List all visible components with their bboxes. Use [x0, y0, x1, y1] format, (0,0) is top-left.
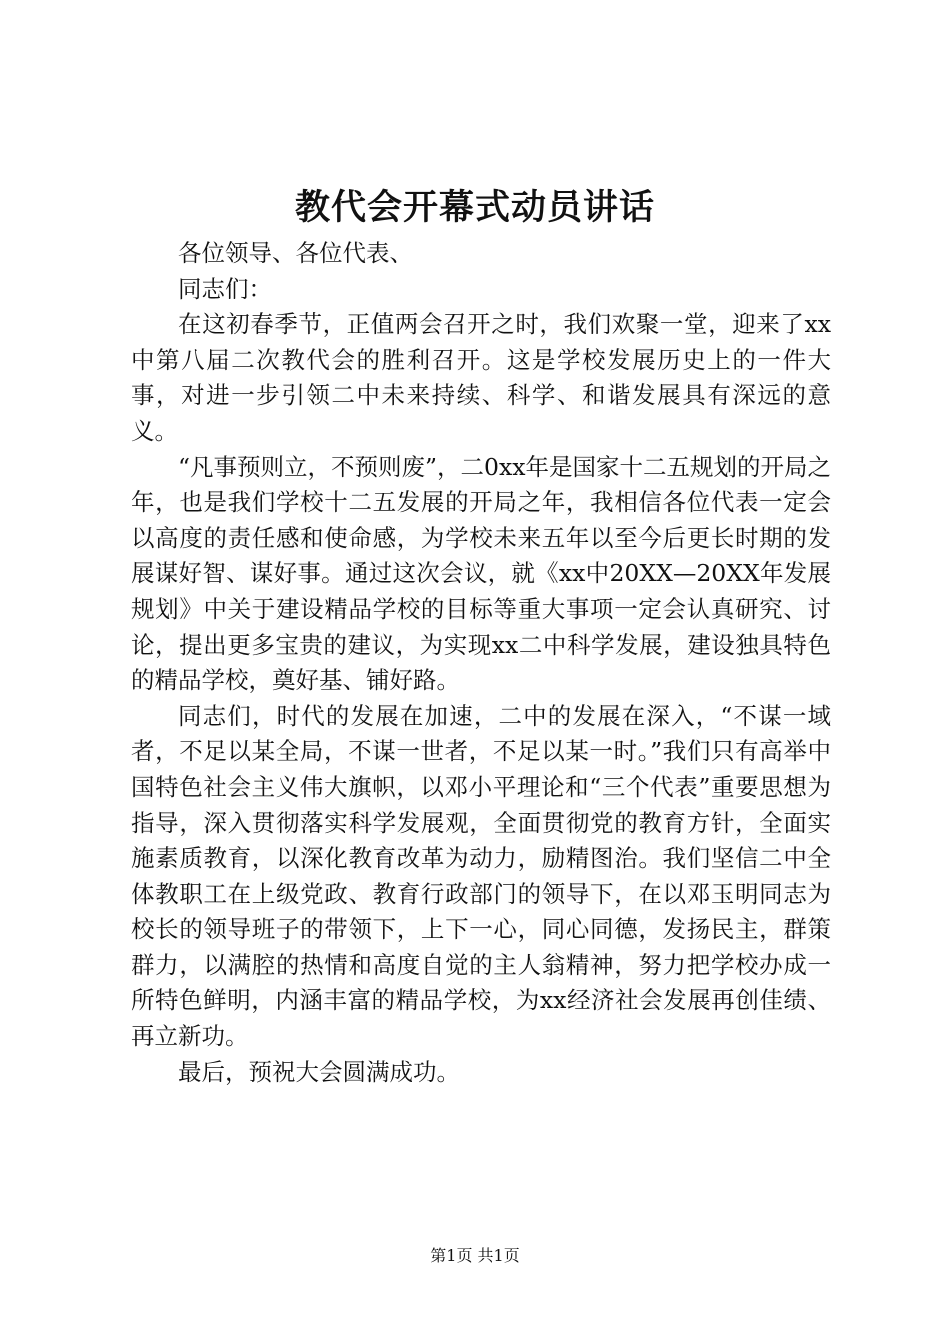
salutation-line-1: 各位领导、各位代表、: [178, 239, 413, 267]
paragraph-opening: 在这初春季节，正值两会召开之时，我们欢聚一堂，迎来了xx中第八届二次教代会的胜利召开。这是学校发展历史上的一件大事，对进一步引领二中未来持续、科学、和谐发展具有深远的意义。: [131, 310, 831, 445]
paragraph-closing: 最后，预祝大会圆满成功。: [178, 1057, 460, 1086]
document-title: 教代会开幕式动员讲话: [294, 188, 655, 228]
paragraph-planning: “凡事预则立，不预则废”，二0xx年是国家十二五规划的开局之年，也是我们学校十二五发展的开局之年，我相信各位代表一定会以高度的责任感和使命感，为学校未来五年以至今后更长时期的发展谋好智、谋好事。通过这次会议，就《xx中20XX—20XX年发展规划》中关于建设精品学校的目标等重大事项一定会认真研究、讨论，提出更多宝贵的建议，为实现xx二中科学发展，建设独具特色的精品学校，奠好基、铺好路。: [131, 452, 831, 695]
document-body: [131, 236, 831, 1090]
paragraph-development: 同志们，时代的发展在加速，二中的发展在深入，“不谋一域者，不足以某全局，不谋一世者，不足以某一时。”我们只有高举中国特色社会主义伟大旗帜，以邓小平理论和“三个代表”重要思想为指导，深入贯彻落实科学发展观，全面贯彻党的教育方针，全面实施素质教育，以深化教育改革为动力，励精图治。我们坚信二中全体教职工在上级党政、教育行政部门的领导下，在以邓玉明同志为校长的领导班子的带领下，上下一心，同心同德，发扬民主，群策群力，以满腔的热情和高度自觉的主人翁精神，努力把学校办成一所特色鲜明，内涵丰富的精品学校，为xx经济社会发展再创佳绩、再立新功。: [131, 701, 831, 1051]
salutation-line-2: 同志们：: [178, 274, 272, 303]
page-number-footer: 第1页 共1页: [430, 1246, 520, 1265]
